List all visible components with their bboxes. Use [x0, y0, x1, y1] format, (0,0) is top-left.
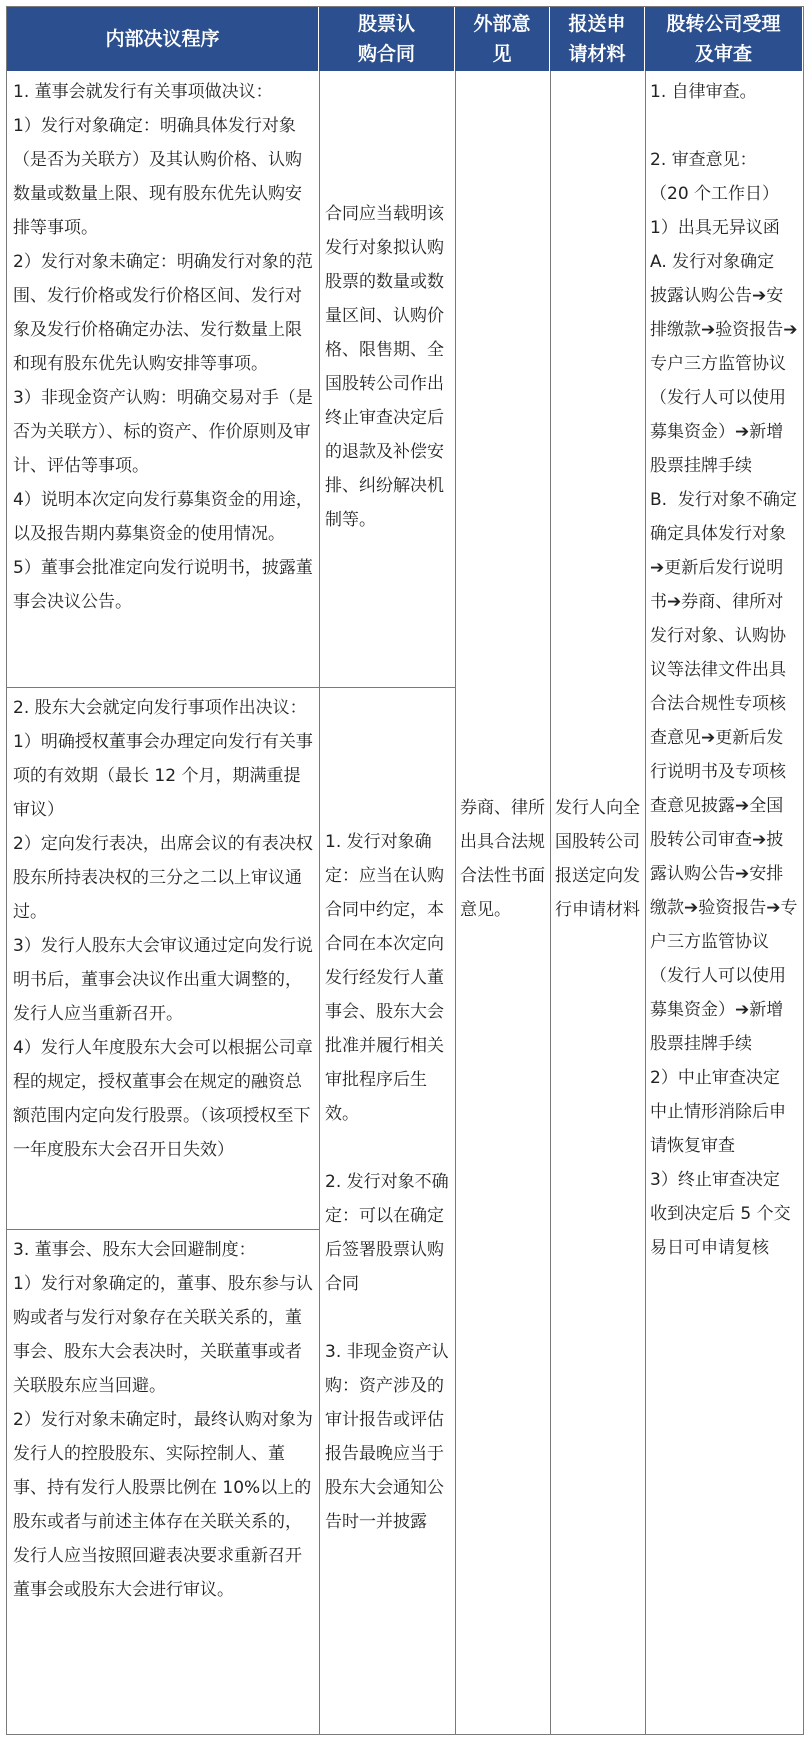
- header-label: 股票认: [357, 13, 415, 35]
- header-label: 内部决议程序: [105, 28, 220, 50]
- recusal-text: 3. 董事会、股东大会回避制度： 1）发行对象确定的，董事、股东参与认购或者与发行对象存在关联关系的，董事会、股东大会表决时，关联董事或者关联股东应当回避。 2）发行对象未确定时，最终认购对象为发行人的控股股东、实际控制人、董事、持有发行人股票比例在 10%以上的股东或者与前述主体存在关联关系的，发行人应当按照回避表决要求重新召开董事会或股东大会进行审议。: [13, 1240, 313, 1600]
- contract-terms-block: [325, 197, 453, 537]
- external-opinion-block: [460, 791, 548, 927]
- header-label: 股转公司受理: [666, 13, 781, 35]
- column-divider: [455, 71, 456, 1734]
- column-divider: [319, 71, 320, 1734]
- header-label: 购合同: [357, 43, 415, 65]
- column-divider: [550, 71, 551, 1734]
- row-divider: [7, 687, 319, 688]
- contract-effect-text: 1. 发行对象确定：应当在认购合同中约定，本合同在本次定向发行经发行人董事会、股东大会批准并履行相关审批程序后生效。 2. 发行对象不确定：可以在确定后签署股票认购合同 3. 非现金资产认购：资产涉及的审计报告或评估报告最晚应当于股东大会通知公告时一并披露: [325, 832, 449, 1532]
- contract-effect-block: [325, 825, 453, 1539]
- board-resolution-text: 1. 董事会就发行有关事项做决议： 1）发行对象确定：明确具体发行对象（是否为关联方）及其认购价格、认购数量或数量上限、现有股东优先认购安排等事项。 2）发行对象未确定：明确发行对象的范围、发行价格或发行价格区间、发行对象及发行价格确定办法、发行数量上限和现有股东优先认购安排等事项。 3）非现金资产认购：明确交易对手（是否为关联方）、标的资产、作价原则及审计、评估等事项。 4）说明本次定向发行募集资金的用途，以及报告期内募集资金的使用情况。 5）董事会批准定向发行说明书，披露董事会决议公告。: [13, 82, 313, 612]
- recusal-block: [13, 1233, 313, 1607]
- external-opinion-text: 券商、律所出具合法规合法性书面意见。: [460, 798, 545, 920]
- row-divider: [7, 1229, 319, 1230]
- board-resolution-block: [13, 75, 313, 619]
- header-external-opinion: [455, 7, 550, 71]
- submit-materials-text: 发行人向全国股转公司报送定向发行申请材料: [555, 798, 640, 920]
- shareholder-meeting-block: [13, 691, 313, 1167]
- row-divider: [319, 687, 455, 688]
- column-divider: [645, 71, 646, 1734]
- header-label: 请材料: [568, 43, 626, 65]
- header-label: 及审查: [694, 43, 752, 65]
- header-subscription-contract: [319, 7, 455, 71]
- contract-terms-text: 合同应当载明该发行对象拟认购股票的数量或数量区间、认购价格、限售期、全国股转公司作出终止审查决定后的退款及补偿安排、纠纷解决机制等。: [325, 204, 444, 530]
- submit-materials-block: [555, 791, 643, 927]
- review-process-block: [650, 75, 798, 1265]
- header-internal-resolution: [7, 7, 319, 71]
- header-label: 报送申: [568, 13, 626, 35]
- header-review: [645, 7, 802, 71]
- shareholder-meeting-text: 2. 股东大会就定向发行事项作出决议： 1）明确授权董事会办理定向发行有关事项的有效期（最长 12 个月，期满重提审议） 2）定向发行表决，出席会议的有表决权股东所持表决权的三分之二以上审议通过。 3）发行人股东大会审议通过定向发行说明书后，董事会决议作出重大调整的，发行人应当重新召开。 4）发行人年度股东大会可以根据公司章程的规定，授权董事会在规定的融资总额范围内定向发行股票。（该项授权至下一年度股东大会召开日失效）: [13, 698, 313, 1160]
- procedure-table: [6, 6, 804, 1735]
- header-label: 见: [492, 43, 512, 65]
- header-submit-materials: [550, 7, 645, 71]
- header-label: 外部意: [473, 13, 531, 35]
- review-process-text: 1. 自律审查。 2. 审查意见： （20 个工作日） 1）出具无异议函 A. 发行对象确定 披露认购公告➔安排缴款➔验资报告➔专户三方监管协议（发行人可以使用募集资金）➔新增股票挂牌手续 B. 发行对象不确定 确定具体发行对象➔更新后发行说明书➔券商、律所对发行对象、认购协议等法律文件出具合法合规性专项核查意见➔更新后发行说明书及专项核查意见披露➔全国股转公司审查➔披露认购公告➔安排缴款➔验资报告➔专户三方监管协议（发行人可以使用募集资金）➔新增股票挂牌手续 2）中止审查决定 中止情形消除后申请恢复审查 3）终止审查决定 收到决定后 5 个交易日可申请复核: [650, 82, 798, 1258]
